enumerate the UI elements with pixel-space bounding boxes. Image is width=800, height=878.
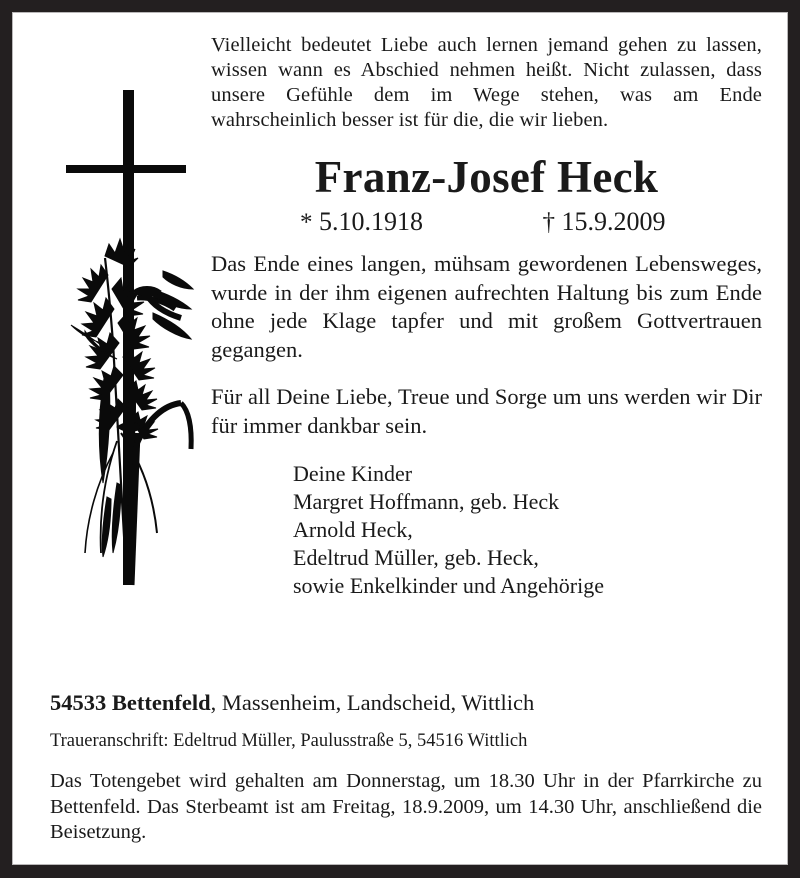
place-line <box>50 689 762 717</box>
life-dates <box>211 206 762 239</box>
list-item: Arnold Heck, <box>293 517 413 542</box>
list-item: Margret Hoffmann, geb. Heck <box>293 489 560 514</box>
birth-star-icon: * <box>300 209 313 236</box>
birth-date: 5.10.1918 <box>319 207 423 236</box>
eulogy-paragraph-1: Das Ende eines langen, mühsam gewordenen Lebensweges, wurde in der ihm eigenen aufrechten Haltung bis zum Ende ohne jede Klage tapfer und mit großem Gottvertrauen gegangen. <box>211 251 762 362</box>
place-primary: 54533 Bettenfeld <box>50 690 211 715</box>
notice-text-column <box>211 33 762 600</box>
death-notice-card <box>12 12 788 865</box>
poem-text: Vielleicht bedeutet Liebe auch lernen jemand gehen zu lassen, wissen wann es Abschied nehmen heißt. Nicht zulassen, dass unsere Gefühle dem im Wege stehen, was am Ende wahrscheinlich besser ist für die, die wir lieben. <box>211 34 762 131</box>
deceased-name: Franz-Josef Heck <box>314 152 659 202</box>
death-date: 15.9.2009 <box>561 207 666 236</box>
mourning-address: Traueranschrift: Edeltrud Müller, Paulusstraße 5, 54516 Wittlich <box>50 731 528 751</box>
notice-footer-block <box>50 689 762 846</box>
death-date-group <box>479 206 729 239</box>
birth-date-group <box>244 206 479 239</box>
place-secondary: , Massenheim, Landscheid, Wittlich <box>210 690 535 715</box>
cross-icon <box>66 90 186 585</box>
eulogy-paragraph-2: Für all Deine Liebe, Treue und Sorge um uns werden wir Dir für immer dankbar sein. <box>211 384 762 438</box>
service-details: Das Totengebet wird gehalten am Donnerstag, um 18.30 Uhr in der Pfarrkirche zu Bettenfeld. Das Sterbeamt ist am Freitag, 18.9.2009, um 14.30 Uhr, anschließend die Beisetzung. <box>50 770 762 843</box>
family-signature-list <box>293 460 762 600</box>
cross-and-grass-illustration <box>13 13 203 593</box>
list-item: Deine Kinder <box>293 461 413 486</box>
list-item: sowie Enkelkinder und Angehörige <box>293 573 604 598</box>
list-item: Edeltrud Müller, geb. Heck, <box>293 545 539 570</box>
death-cross-icon: † <box>542 209 555 236</box>
